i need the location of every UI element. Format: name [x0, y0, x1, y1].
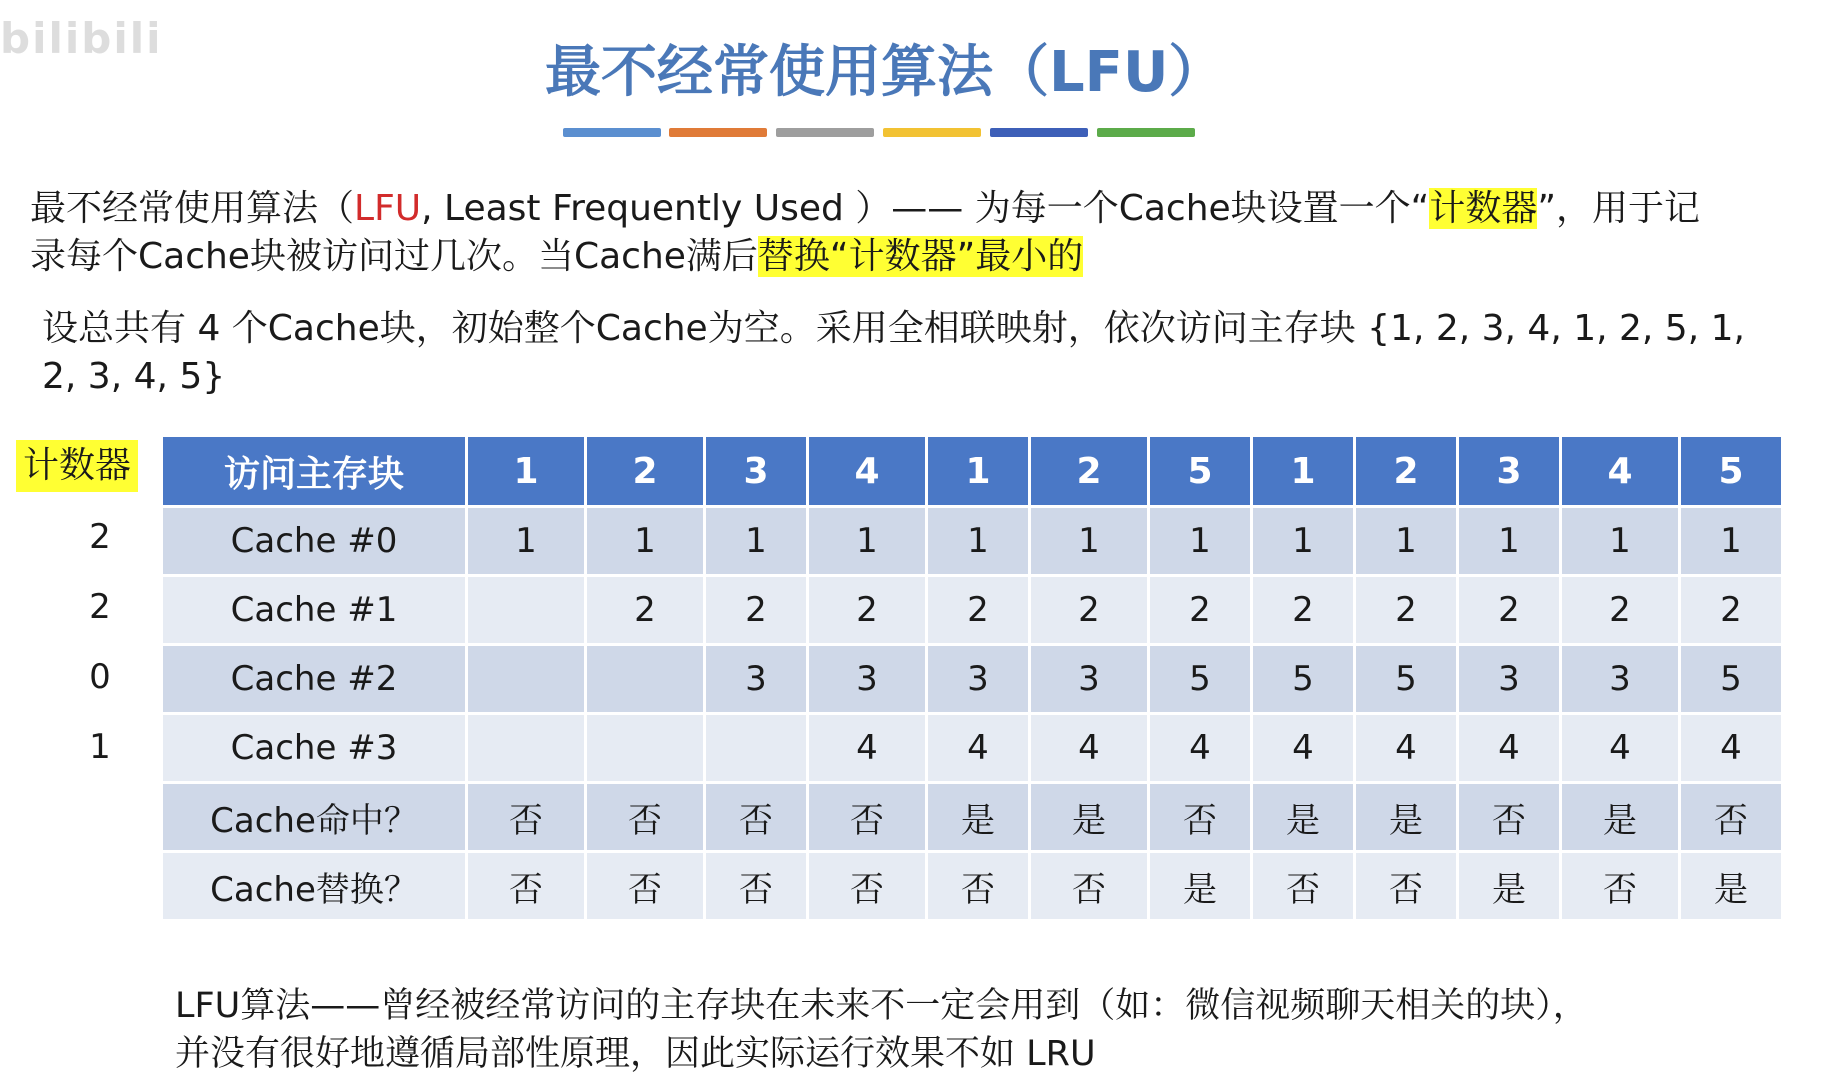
table-cell: [586, 714, 705, 783]
setup-line-1: 设总共有 4 个Cache块，初始整个Cache为空。采用全相联映射，依次访问主存块 {1, 2, 3, 4, 1, 2, 5, 1,: [42, 308, 1745, 349]
access-header: 5: [1680, 436, 1783, 507]
table-cell: 否: [586, 783, 705, 852]
table-cell: 3: [705, 645, 808, 714]
table-cell: 否: [1458, 783, 1561, 852]
table-cell: 1: [1252, 507, 1355, 576]
table-cell: [467, 576, 586, 645]
table-cell: 否: [705, 852, 808, 921]
access-header: 4: [1561, 436, 1680, 507]
table-cell: 2: [1030, 576, 1149, 645]
table-cell: 1: [927, 507, 1030, 576]
table-cell: 2: [586, 576, 705, 645]
table-cell: 1: [808, 507, 927, 576]
table-cell: 3: [1561, 645, 1680, 714]
table-cell: 3: [1458, 645, 1561, 714]
row-label: Cache #1: [162, 576, 467, 645]
table-cell: 1: [1149, 507, 1252, 576]
table-cell: 是: [1030, 783, 1149, 852]
table-cell: 1: [1680, 507, 1783, 576]
table-cell: 否: [808, 783, 927, 852]
table-cell: 是: [1458, 852, 1561, 921]
table-cell: 4: [1149, 714, 1252, 783]
access-header: 2: [1030, 436, 1149, 507]
table-cell: 4: [927, 714, 1030, 783]
table-cell: 1: [1355, 507, 1458, 576]
table-cell: 3: [808, 645, 927, 714]
lfu-term: LFU: [354, 188, 422, 229]
table-cell: 否: [1030, 852, 1149, 921]
intro-text: 最不经常使用算法（: [30, 188, 355, 229]
table-row: [162, 507, 1783, 576]
table-cell: 否: [467, 852, 586, 921]
table-cell: 2: [1149, 576, 1252, 645]
color-bar: [669, 128, 767, 137]
table-cell: 否: [1355, 852, 1458, 921]
table-cell: [705, 714, 808, 783]
table-row: [162, 783, 1783, 852]
table-cell: 5: [1680, 645, 1783, 714]
table-cell: [467, 645, 586, 714]
table-cell: 5: [1149, 645, 1252, 714]
counter-value: 0: [89, 657, 111, 697]
table-row: [162, 852, 1783, 921]
table-cell: 是: [1252, 783, 1355, 852]
header-label: 访问主存块: [162, 436, 467, 507]
table-cell: 1: [1458, 507, 1561, 576]
watermark-logo: bilibili: [0, 14, 163, 63]
table-cell: 3: [1030, 645, 1149, 714]
table-cell: 5: [1252, 645, 1355, 714]
table-cell: 否: [1252, 852, 1355, 921]
counter-value: 2: [89, 587, 111, 627]
table-cell: 否: [927, 852, 1030, 921]
table-cell: 是: [1561, 783, 1680, 852]
table-cell: 1: [705, 507, 808, 576]
lfu-table: [160, 434, 1784, 922]
table-cell: 5: [1355, 645, 1458, 714]
access-header: 2: [586, 436, 705, 507]
table-cell: 1: [1561, 507, 1680, 576]
table-header-row: [162, 436, 1783, 507]
table-cell: 4: [1561, 714, 1680, 783]
table-cell: 否: [586, 852, 705, 921]
table-cell: 是: [927, 783, 1030, 852]
note-line-1: LFU算法——曾经被经常访问的主存块在未来不一定会用到（如：微信视频聊天相关的块），: [175, 986, 1588, 1026]
table-cell: 是: [1680, 852, 1783, 921]
table-cell: 3: [927, 645, 1030, 714]
table-row: [162, 645, 1783, 714]
row-label: Cache #0: [162, 507, 467, 576]
intro-text: 录每个Cache块被访问过几次。当Cache满后: [30, 236, 758, 277]
table-cell: 否: [808, 852, 927, 921]
row-label: Cache命中？: [162, 783, 467, 852]
intro-text: , Least Frequently Used ）—— 为每一个Cache块设置一个“: [421, 188, 1430, 229]
access-header: 4: [808, 436, 927, 507]
table-cell: 否: [467, 783, 586, 852]
table-cell: 否: [1149, 783, 1252, 852]
table-cell: 4: [1355, 714, 1458, 783]
table-cell: 1: [1030, 507, 1149, 576]
table-cell: 2: [1355, 576, 1458, 645]
color-bar: [1097, 128, 1195, 137]
access-header: 2: [1355, 436, 1458, 507]
note-line-2: 并没有很好地遵循局部性原理，因此实际运行效果不如 LRU: [175, 1034, 1096, 1074]
intro-text: ”，用于记: [1537, 188, 1700, 229]
access-header: 5: [1149, 436, 1252, 507]
access-header: 1: [467, 436, 586, 507]
intro-line-1: [30, 185, 1700, 233]
access-header: 3: [705, 436, 808, 507]
access-header: 3: [1458, 436, 1561, 507]
color-bar: [563, 128, 661, 137]
table-cell: 2: [808, 576, 927, 645]
table-cell: 1: [586, 507, 705, 576]
table-cell: 4: [1680, 714, 1783, 783]
table-cell: 4: [1252, 714, 1355, 783]
table-cell: [586, 645, 705, 714]
table-cell: 2: [1252, 576, 1355, 645]
color-bar: [990, 128, 1088, 137]
table-cell: 是: [1355, 783, 1458, 852]
setup-line-2: 2, 3, 4, 5}: [42, 356, 226, 397]
row-label: Cache #2: [162, 645, 467, 714]
table-cell: 否: [1680, 783, 1783, 852]
row-label: Cache #3: [162, 714, 467, 783]
access-header: 1: [1252, 436, 1355, 507]
table-cell: 是: [1149, 852, 1252, 921]
table-cell: 2: [1680, 576, 1783, 645]
table-cell: 2: [1458, 576, 1561, 645]
table-cell: 4: [1030, 714, 1149, 783]
access-header: 1: [927, 436, 1030, 507]
table-cell: 2: [927, 576, 1030, 645]
color-bar: [776, 128, 874, 137]
table-cell: 4: [1458, 714, 1561, 783]
table-cell: 否: [705, 783, 808, 852]
slide-title: 最不经常使用算法（LFU）: [545, 40, 1225, 105]
table-cell: 2: [1561, 576, 1680, 645]
intro-line-2: [30, 233, 1083, 281]
table-cell: 4: [808, 714, 927, 783]
counter-value: 2: [89, 517, 111, 557]
table-row: [162, 576, 1783, 645]
table-cell: [467, 714, 586, 783]
table-row: [162, 714, 1783, 783]
table-cell: 否: [1561, 852, 1680, 921]
table-cell: 1: [467, 507, 586, 576]
row-label: Cache替换？: [162, 852, 467, 921]
counter-value: 1: [89, 727, 111, 767]
counter-highlight: 计数器: [1429, 188, 1538, 229]
replace-rule-highlight: 替换“计数器”最小的: [757, 236, 1084, 277]
counter-header: 计数器: [16, 440, 138, 492]
color-bar: [883, 128, 981, 137]
table-cell: 2: [705, 576, 808, 645]
